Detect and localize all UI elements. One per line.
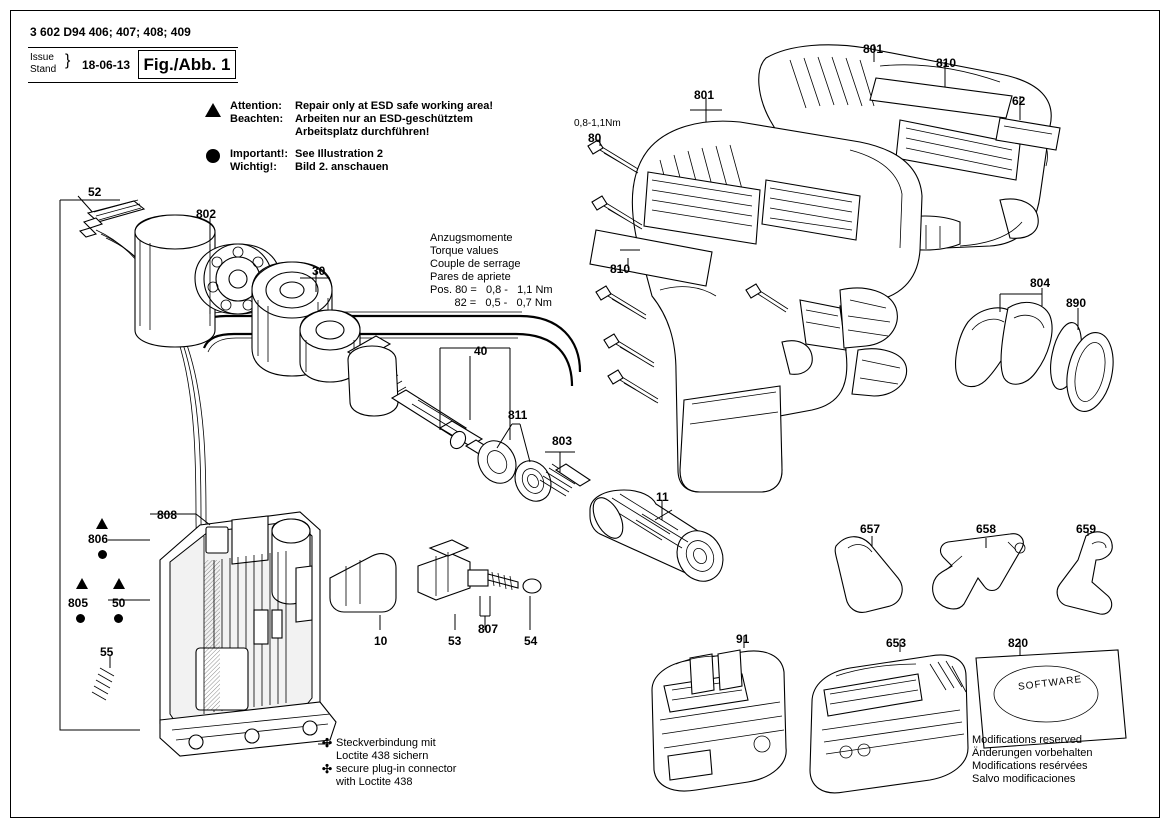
- loctite-en-2: with Loctite 438: [336, 776, 413, 788]
- marker-triangle-50: [113, 578, 125, 589]
- part-30-gearbox: [252, 262, 360, 382]
- loctite-glyph-en: ✣: [322, 762, 333, 776]
- part-657-tool: [835, 537, 902, 613]
- attention-en-label: Attention:: [230, 100, 282, 112]
- part-55-spring: [92, 668, 114, 700]
- callout-653: 653: [886, 636, 907, 650]
- attention-de-text-2: Arbeitsplatz durchführen!: [295, 126, 430, 138]
- stand-label: Stand: [30, 64, 57, 75]
- part-659-hook: [1057, 532, 1112, 614]
- callout-658: 658: [976, 522, 997, 536]
- callout-50: 50: [112, 596, 126, 610]
- callout-55: 55: [100, 645, 114, 659]
- important-de-text: Bild 2. anschauen: [295, 161, 389, 173]
- callout-40: 40: [474, 344, 488, 358]
- part-653-charger: [810, 655, 968, 793]
- callout-11: 11: [656, 490, 669, 504]
- callout-80: 80: [588, 131, 602, 145]
- callout-808: 808: [157, 508, 178, 522]
- part-11-chuck: [587, 490, 732, 589]
- marker-dot-806: [98, 550, 107, 559]
- part-10-beltclip: [330, 554, 396, 612]
- software-label: SOFTWARE: [1017, 674, 1083, 693]
- callout-820: 820: [1008, 636, 1029, 650]
- callout-52: 52: [88, 185, 102, 199]
- attention-de-label: Beachten:: [230, 113, 284, 125]
- callout-804: 804: [1030, 276, 1051, 290]
- callout-30: 30: [312, 264, 326, 278]
- header-brace: }: [65, 52, 71, 69]
- issue-label: Issue: [30, 52, 54, 63]
- attention-de-text-1: Arbeiten nur an ESD-geschütztem: [295, 113, 473, 125]
- callout-801-top: 801: [863, 42, 884, 56]
- loctite-en-1: secure plug-in connector: [336, 763, 457, 775]
- part-808-module: [160, 512, 336, 756]
- callout-91: 91: [736, 632, 750, 646]
- callout-54: 54: [524, 634, 538, 648]
- loctite-de-2: Loctite 438 sichern: [336, 750, 429, 762]
- callout-80-torque: 0,8-1,1Nm: [574, 118, 621, 129]
- footer-line-3: Modifications resérvées: [972, 760, 1088, 772]
- footer-line-2: Änderungen vorbehalten: [972, 747, 1093, 759]
- footer-line-4: Salvo modificaciones: [972, 773, 1076, 785]
- callout-810-body: 810: [610, 262, 631, 276]
- callout-53: 53: [448, 634, 462, 648]
- torque-line-2: Torque values: [430, 245, 499, 257]
- torque-line-1: Anzugsmomente: [430, 232, 513, 244]
- header-date: 18-06-13: [82, 58, 131, 72]
- callout-806: 806: [88, 532, 109, 546]
- part-890-ring: [1045, 320, 1120, 416]
- torque-line-6: 82 = 0,5 - 0,7 Nm: [430, 297, 552, 309]
- marker-dot-50: [114, 614, 123, 623]
- part-91-battery: [652, 650, 786, 791]
- attention-en-text: Repair only at ESD safe working area!: [295, 100, 494, 112]
- part-53-switch: [418, 540, 541, 600]
- figure-label: Fig./Abb. 1: [143, 54, 231, 74]
- callout-659: 659: [1076, 522, 1097, 536]
- important-en-text: See Illustration 2: [295, 148, 384, 160]
- part-numbers: 3 602 D94 406; 407; 408; 409: [30, 25, 191, 39]
- part-811-bearings: [471, 434, 558, 507]
- callout-803: 803: [552, 434, 573, 448]
- important-de-label: Wichtig!:: [230, 161, 277, 173]
- callout-657: 657: [860, 522, 881, 536]
- marker-triangle-805: [76, 578, 88, 589]
- callout-801-body: 801: [694, 88, 715, 102]
- callout-810-top: 810: [936, 56, 957, 70]
- marker-triangle-806: [96, 518, 108, 529]
- callout-890: 890: [1066, 296, 1087, 310]
- callout-811: 811: [508, 408, 528, 422]
- callout-802: 802: [196, 207, 217, 221]
- loctite-de-1: Steckverbindung mit: [336, 737, 436, 749]
- callout-807: 807: [478, 622, 499, 636]
- marker-dot-805: [76, 614, 85, 623]
- torque-line-5: Pos. 80 = 0,8 - 1,1 Nm: [430, 284, 553, 296]
- torque-line-4: Pares de apriete: [430, 271, 511, 283]
- footer-line-1: Modifications reserved: [972, 734, 1083, 746]
- part-658-wrench: [933, 534, 1025, 609]
- callout-10: 10: [374, 634, 388, 648]
- part-804-collar: [956, 302, 1052, 386]
- loctite-glyph-de: ✣: [322, 736, 333, 750]
- important-en-label: Important!:: [230, 148, 289, 160]
- torque-line-3: Couple de serrage: [430, 258, 521, 270]
- callout-805: 805: [68, 596, 89, 610]
- callout-62: 62: [1012, 94, 1026, 108]
